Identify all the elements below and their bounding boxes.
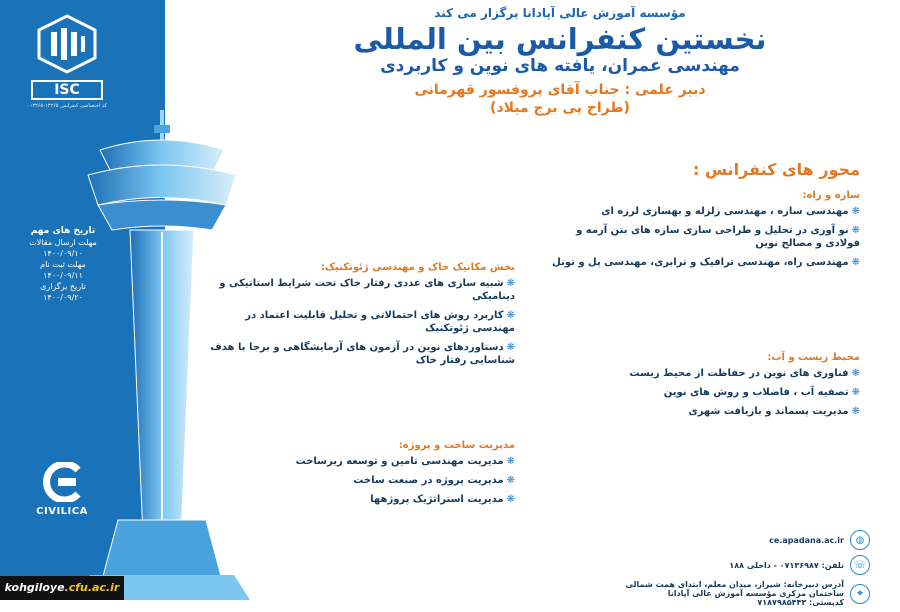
- phone-text: تلفن: ۰۷۱۳۶۹۸۷ - داخلی ۱۸۸: [729, 560, 844, 570]
- axis-item-text: مدیریت پسماند و بازیافت شهری: [688, 406, 849, 417]
- date-line: ۱۴۰۰/۰۹/۲۰: [43, 293, 83, 302]
- bullet-icon: ❋: [506, 475, 515, 486]
- axis-environment: [540, 352, 860, 424]
- axis-structure: [540, 190, 860, 275]
- axis-item: [540, 405, 860, 418]
- conference-axes-title: محور های کنفرانس :: [693, 160, 860, 179]
- bullet-icon: ❋: [851, 368, 860, 379]
- globe-icon: ◍: [850, 530, 870, 550]
- scientific-secretary: دبیر علمی : جناب آقای پروفسور قهرمانی: [414, 82, 706, 98]
- conference-title: نخستین کنفرانس بین المللی: [353, 22, 767, 56]
- organizer-line: مؤسسه آموزش عالی آپادانا برگزار می کند: [434, 6, 686, 20]
- axis-item: [540, 386, 860, 399]
- axis-item-text: تصفیه آب ، فاضلاب و روش های نوین: [663, 387, 849, 398]
- bullet-icon: ❋: [506, 278, 515, 289]
- axis-environment-title: محیط زیست و آب:: [767, 352, 860, 363]
- axis-geotechnics-title: بخش مکانیک خاک و مهندسی ژئوتکنیک:: [320, 262, 515, 273]
- axis-item: [540, 205, 860, 218]
- axis-item-text: مدیریت مهندسی تامین و توسعه زیرساخت: [295, 456, 504, 467]
- axis-item: [205, 493, 515, 506]
- axis-management-title: مدیریت ساخت و پروژه:: [398, 440, 515, 451]
- axis-item: [205, 309, 515, 335]
- axis-item: [540, 224, 860, 250]
- bullet-icon: ❋: [506, 342, 515, 353]
- bullet-icon: ❋: [851, 257, 860, 268]
- phone-icon: ☏: [850, 555, 870, 575]
- bullet-icon: ❋: [851, 225, 860, 236]
- contact-website-row: [600, 530, 870, 550]
- bullet-icon: ❋: [506, 456, 515, 467]
- axis-geotechnics: [205, 262, 515, 373]
- axis-item-text: مدیریت استراتژیک پروژهها: [370, 494, 504, 505]
- date-line: ۱۴۰۰/۰۹/۱۱: [43, 271, 83, 280]
- axis-management: [205, 440, 515, 512]
- address-text: [600, 580, 844, 607]
- dates-title: تاریخ های مهم: [30, 226, 96, 236]
- bullet-icon: ❋: [506, 494, 515, 505]
- footer-site-badge: [0, 576, 124, 600]
- footer-site-name: kohgiloye: [4, 581, 65, 594]
- axis-item-text: کاربرد روش های احتمالاتی و تحلیل قابلیت اعتماد در مهندسی ژئوتکنیک: [245, 310, 515, 334]
- axis-item-text: فناوری های نوین در حفاظت از محیط زیست: [629, 368, 849, 379]
- website-link[interactable]: ce.apadana.ac.ir: [769, 535, 844, 545]
- axis-item: [205, 341, 515, 367]
- secretary-note: (طراح پی برج میلاد): [490, 100, 630, 116]
- axis-item-text: مهندسی راه، مهندسی ترافیک و ترابری، مهندسی پل و تونل: [552, 257, 849, 268]
- axis-item-text: مدیریت پروژه در صنعت ساخت: [353, 475, 504, 486]
- axis-item: [540, 256, 860, 269]
- date-line: تاریخ برگزاری: [40, 282, 86, 291]
- contact-phone-row: [600, 555, 870, 575]
- civilica-name: CIVILICA: [36, 506, 88, 517]
- axis-item: [205, 277, 515, 303]
- isc-logo-text: ISC: [31, 80, 103, 100]
- axis-structure-title: سازه و راه:: [802, 190, 860, 201]
- conference-subtitle: مهندسی عمران، یافته های نوین و کاربردی: [380, 56, 740, 76]
- axis-item-text: مهندسی سازه ، مهندسی زلزله و بهسازی لرزه ای: [601, 206, 849, 217]
- axis-item: [205, 455, 515, 468]
- location-pin-icon: ⌖: [850, 584, 870, 604]
- bullet-icon: ❋: [851, 406, 860, 417]
- bullet-icon: ❋: [851, 387, 860, 398]
- contact-address-row: [600, 580, 870, 607]
- bullet-icon: ❋: [851, 206, 860, 217]
- axis-item-text: دستاوردهای نوین در آزمون های آزمایشگاهی و برجا با هدف شناسایی رفتار خاک: [210, 342, 515, 366]
- axis-item-text: شبیه سازی های عددی رفتار خاک تحت شرایط استاتیکی و دینامیکی: [219, 278, 515, 302]
- date-line: ۱۴۰۰/۰۹/۱۰: [43, 249, 83, 258]
- axis-item-text: نو آوری در تحلیل و طراحی سازی سازه های بتن آرمه و فولادی و مصالح نوین: [576, 225, 860, 249]
- address-line: آدرس دبیرخانه: شیراز، میدان معلم، ابتدای همت شمالی ساختمان مرکزی مؤسسه آموزش عالی آپادانا: [625, 580, 844, 598]
- postal-code: کدپستی: ۷۱۸۷۹۸۵۴۴۳: [757, 598, 844, 607]
- date-line: مهلت ارسال مقالات: [29, 238, 97, 247]
- footer-site-domain: .cfu.ac.ir: [64, 581, 120, 594]
- poster-header: [240, 6, 880, 117]
- axis-item: [540, 367, 860, 380]
- date-line: مهلت ثبت نام: [40, 260, 86, 269]
- isc-caption: کد اختصاصی کنفرانس ۱۳۲۶۵-۰۱۳۲۶۵: [27, 103, 107, 109]
- axis-item: [205, 474, 515, 487]
- bullet-icon: ❋: [506, 310, 515, 321]
